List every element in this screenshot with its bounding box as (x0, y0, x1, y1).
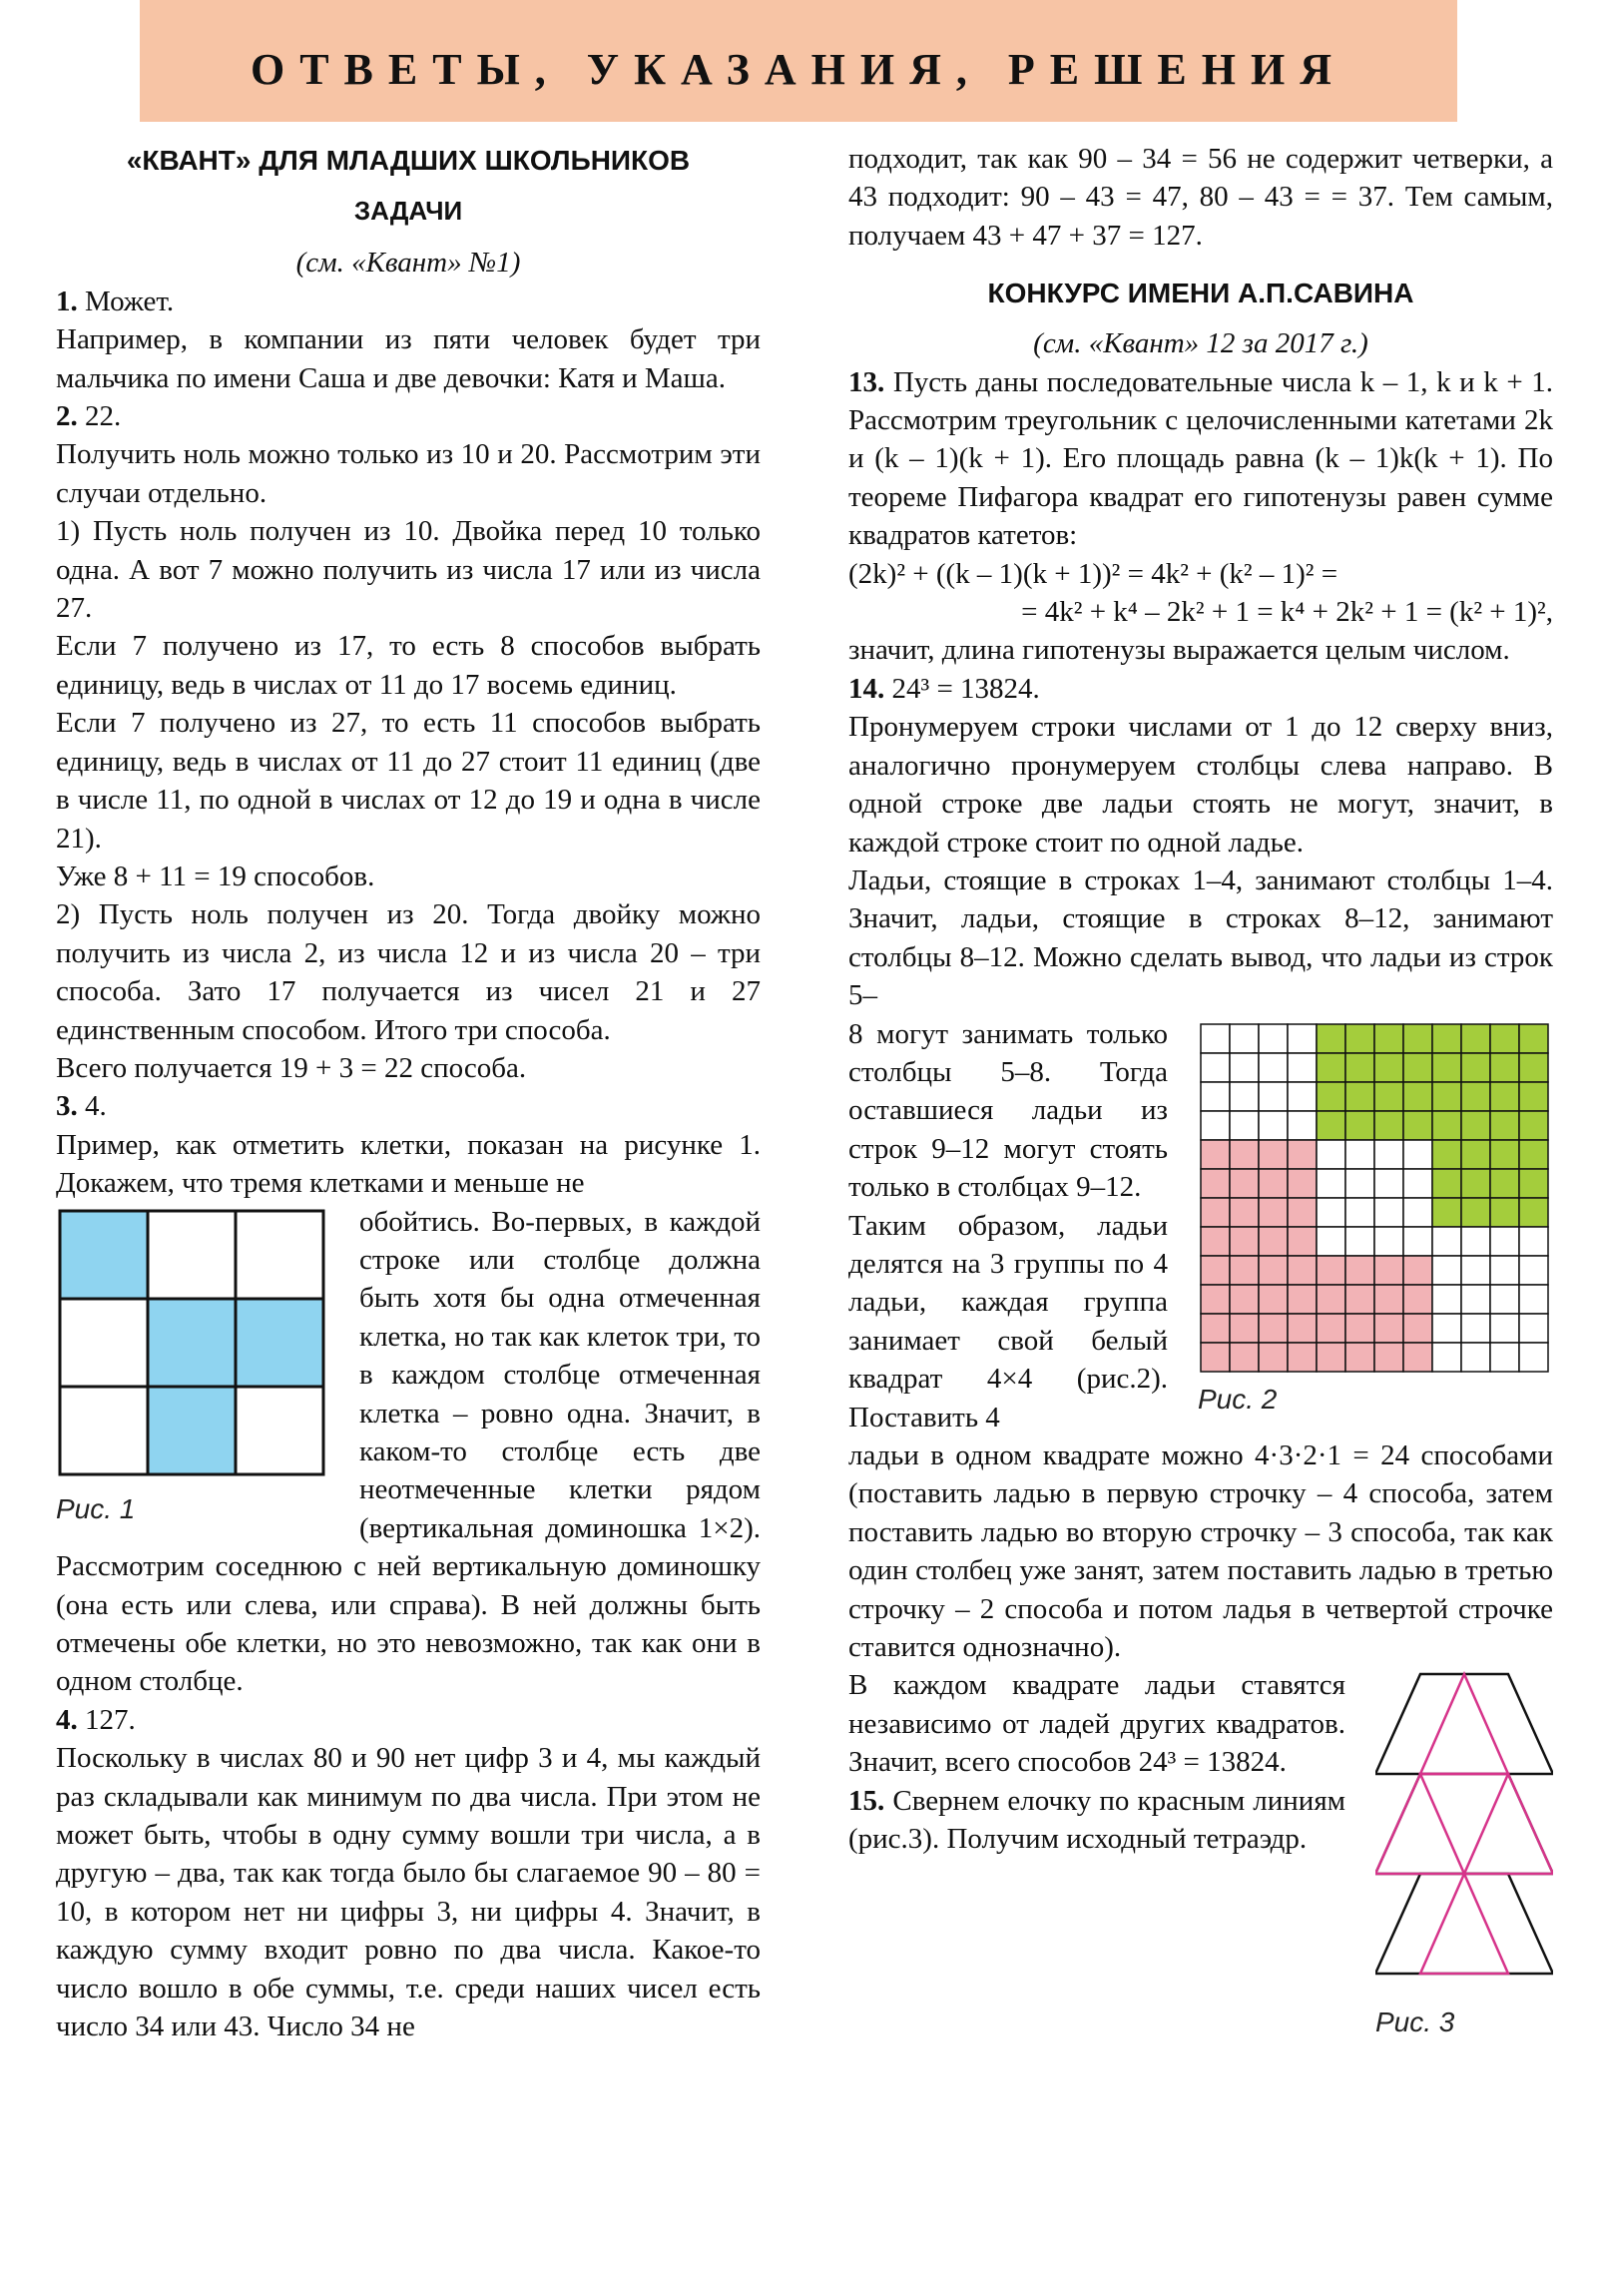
problem-1-text: Например, в компании из пяти человек будет три мальчика по имени Саша и две девочки: Катя и Маша. (56, 323, 761, 394)
problem-3-para: Пример, как отметить клетки, показан на рисунке 1. Докажем, что тремя клетками и меньше не (56, 1128, 761, 1200)
board-cell (1201, 1053, 1230, 1082)
problem-number: 3. (56, 1090, 78, 1123)
board-cell (1374, 1256, 1403, 1285)
board-cell (1317, 1053, 1345, 1082)
board-cell (1374, 1343, 1403, 1372)
figure-1-caption: Рис. 1 (56, 1492, 136, 1524)
board-cell (1461, 1227, 1490, 1256)
board-cell (1519, 1314, 1548, 1343)
board-cell (1201, 1140, 1230, 1169)
board-cell (1432, 1111, 1461, 1140)
board-cell (1374, 1198, 1403, 1227)
board-cell (1432, 1314, 1461, 1343)
board-cell (1461, 1169, 1490, 1198)
board-cell (1259, 1256, 1288, 1285)
board-cell (1259, 1140, 1288, 1169)
equation-line-1: (2k)² + ((k – 1)(k + 1))² = 4k² + (k² – 1)² = (848, 557, 1338, 590)
grid-cell (236, 1211, 323, 1299)
board-cell (1374, 1169, 1403, 1198)
board-cell (1490, 1285, 1519, 1314)
figure-2-board (1198, 1021, 1553, 1377)
problem-number: 15. (848, 1784, 885, 1817)
problem-2-para: Получить ноль можно только из 10 и 20. Рассмотрим эти случаи отдельно. (56, 438, 761, 509)
problem-13-end: значит, длина гипотенузы выражается целым числом. (848, 634, 1510, 667)
board-cell (1403, 1024, 1432, 1053)
board-cell (1374, 1024, 1403, 1053)
problem-14-para: Ладьи, стоящие в строках 1–4, занимают столбцы 1–4. Значит, ладьи, стоящие в строках 8–12, занимают столбцы 8–12. Можно сделать вывод, что ладьи из строк 5– (848, 863, 1553, 1012)
problem-14-para: Таким образом, ладьи делятся на 3 группы по 4 ладьи, каждая группа занимает свой белый квадрат 4×4 (рис.2). Поставить 4 (848, 1209, 1168, 1434)
section-title-junior: «КВАНТ» ДЛЯ МЛАДШИХ ШКОЛЬНИКОВ (126, 145, 691, 176)
board-cell (1432, 1227, 1461, 1256)
board-cell (1317, 1140, 1345, 1169)
board-cell (1288, 1082, 1317, 1111)
board-cell (1490, 1082, 1519, 1111)
board-cell (1519, 1198, 1548, 1227)
board-cell (1403, 1140, 1432, 1169)
board-cell (1519, 1024, 1548, 1053)
board-cell (1230, 1285, 1259, 1314)
section-title-savin: КОНКУРС ИМЕНИ А.П.САВИНА (987, 278, 1414, 309)
problem-number: 14. (848, 672, 885, 705)
board-cell (1345, 1140, 1374, 1169)
figure-2 (1198, 1021, 1553, 1419)
board-cell (1432, 1169, 1461, 1198)
board-cell (1201, 1285, 1230, 1314)
reference-note: (см. «Квант» 12 за 2017 г.) (1033, 327, 1368, 360)
board-cell (1288, 1285, 1317, 1314)
board-cell (1345, 1111, 1374, 1140)
board-cell (1201, 1169, 1230, 1198)
board-cell (1403, 1198, 1432, 1227)
board-cell (1374, 1053, 1403, 1082)
board-cell (1259, 1169, 1288, 1198)
grid-cell (148, 1299, 236, 1387)
board-cell (1374, 1111, 1403, 1140)
board-cell (1317, 1343, 1345, 1372)
problem-14-para: 8 могут занимать только столбцы 5–8. Тогда оставшиеся ладьи из строк 9–12 могут стоять только в столбцах 9–12. (848, 1017, 1168, 1204)
figure-3-tree (1375, 1670, 1553, 2000)
problem-text: Свернем елочку по красным линиям (рис.3). Получим исходный тетраэдр. (848, 1784, 1346, 1856)
problem-2-para: Уже 8 + 11 = 19 способов. (56, 860, 375, 892)
board-cell (1259, 1227, 1288, 1256)
grid-cell (60, 1299, 148, 1387)
board-cell (1201, 1082, 1230, 1111)
board-cell (1230, 1024, 1259, 1053)
board-cell (1288, 1256, 1317, 1285)
problem-4-answer (56, 1701, 761, 1739)
board-cell (1374, 1314, 1403, 1343)
problem-1-answer (56, 283, 761, 320)
board-cell (1259, 1285, 1288, 1314)
figure-1-grid (56, 1207, 325, 1486)
board-cell (1230, 1053, 1259, 1082)
board-cell (1259, 1343, 1288, 1372)
board-cell (1461, 1285, 1490, 1314)
board-cell (1403, 1111, 1432, 1140)
board-cell (1432, 1256, 1461, 1285)
problem-14-answer (848, 670, 1553, 708)
problem-2-para: Всего получается 19 + 3 = 22 способа. (56, 1051, 527, 1084)
problem-2-para: 1) Пусть ноль получен из 10. Двойка перед 10 только одна. А вот 7 можно получить из числа 17 или из числа 27. (56, 515, 761, 625)
board-cell (1519, 1140, 1548, 1169)
board-cell (1461, 1140, 1490, 1169)
board-cell (1432, 1343, 1461, 1372)
figure-3 (1375, 1670, 1553, 2041)
board-cell (1317, 1024, 1345, 1053)
board-cell (1490, 1024, 1519, 1053)
board-cell (1432, 1198, 1461, 1227)
header-banner (140, 0, 1457, 122)
board-cell (1288, 1111, 1317, 1140)
board-cell (1345, 1256, 1374, 1285)
board-cell (1461, 1314, 1490, 1343)
board-cell (1490, 1053, 1519, 1082)
problem-4-text: Поскольку в числах 80 и 90 нет цифр 3 и 4, мы каждый раз складывали как минимум по два числа. При этом не может быть, чтобы в одну сумму вошли три числа, а в другую – два, так как тогда было бы слагаемое 90 – 80 = 10, в котором нет ни цифры 3, ни цифры 4. Значит, в каждую сумму входит ровно по два числа. Какое-то число вошло в обе суммы, т.е. среди наших чисел есть число 34 или 43. Число 34 не (56, 1742, 761, 2043)
grid-cell (148, 1211, 236, 1299)
problem-3-para: обойтись. Во-первых, в каждой строке или столбце должна быть хотя бы одна отмеченная клетка, но так как клеток три, то в каждом столбце отмеченная клетка – ровно одна. Значит, в каком-то столбце есть две неотмеченные клетки рядом (вертикальная доминошка 1×2). Рассмотрим соседнюю с ней вертикальную доминошку (она есть или слева, или справа). В ней должны быть отмечены обе клетки, но это невозможно, так как они в одном столбце. (56, 1205, 761, 1698)
board-cell (1345, 1227, 1374, 1256)
equation-line-2: = 4k² + k⁴ – 2k² + 1 = k⁴ + 2k² + 1 = (k² + 1)², (1021, 596, 1553, 629)
board-cell (1288, 1198, 1317, 1227)
tree-tier (1375, 1674, 1553, 1774)
board-cell (1490, 1198, 1519, 1227)
board-cell (1201, 1256, 1230, 1285)
figure-3-caption: Рис. 3 (1375, 2007, 1455, 2038)
board-cell (1288, 1343, 1317, 1372)
board-cell (1519, 1256, 1548, 1285)
answer-text: 24³ = 13824. (891, 672, 1040, 705)
board-cell (1432, 1140, 1461, 1169)
answer-text: Может. (85, 285, 175, 317)
board-cell (1201, 1314, 1230, 1343)
board-cell (1461, 1198, 1490, 1227)
board-cell (1461, 1343, 1490, 1372)
board-cell (1519, 1343, 1548, 1372)
board-cell (1519, 1285, 1548, 1314)
answer-text: 127. (85, 1703, 136, 1736)
board-cell (1317, 1198, 1345, 1227)
board-cell (1519, 1053, 1548, 1082)
board-cell (1288, 1024, 1317, 1053)
board-cell (1403, 1082, 1432, 1111)
board-cell (1432, 1082, 1461, 1111)
problem-number: 2. (56, 400, 78, 433)
problem-number: 4. (56, 1703, 78, 1736)
board-cell (1345, 1169, 1374, 1198)
board-cell (1317, 1314, 1345, 1343)
board-cell (1230, 1314, 1259, 1343)
board-cell (1374, 1140, 1403, 1169)
board-cell (1230, 1082, 1259, 1111)
board-cell (1288, 1053, 1317, 1082)
board-cell (1288, 1140, 1317, 1169)
problem-text: Пусть даны последовательные числа k – 1, k и k + 1. Рассмотрим треугольник с целочисленными катетами 2k и (k – 1)(k + 1). Его площадь равна (k – 1)k(k + 1). По теореме Пифагора квадрат его гипотенузы равен сумме квадратов катетов: (848, 365, 1554, 552)
board-cell (1288, 1314, 1317, 1343)
board-cell (1374, 1285, 1403, 1314)
board-cell (1461, 1024, 1490, 1053)
board-cell (1201, 1198, 1230, 1227)
board-cell (1403, 1314, 1432, 1343)
problem-2-para: Если 7 получено из 27, то есть 11 способов выбрать единицу, ведь в числах от 11 до 27 стоит 11 единиц (две в числе 11, по одной в числах от 12 до 19 и одна в числе 21). (56, 707, 761, 855)
board-cell (1345, 1053, 1374, 1082)
board-cell (1519, 1169, 1548, 1198)
tree-tier (1375, 1874, 1553, 1974)
board-cell (1490, 1227, 1519, 1256)
board-cell (1288, 1169, 1317, 1198)
figure-1 (56, 1207, 325, 1528)
board-cell (1374, 1227, 1403, 1256)
board-cell (1345, 1082, 1374, 1111)
board-cell (1490, 1169, 1519, 1198)
problem-number: 13. (848, 365, 885, 398)
problem-14-para: Пронумеруем строки числами от 1 до 12 сверху вниз, аналогично пронумеруем столбцы слева направо. В одной строке две ладьи стоять не могут, значит, в каждой строке стоит по одной ладье. (848, 711, 1553, 859)
board-cell (1403, 1227, 1432, 1256)
problem-number: 1. (56, 285, 78, 317)
board-cell (1317, 1082, 1345, 1111)
grid-cell (60, 1387, 148, 1474)
board-cell (1230, 1111, 1259, 1140)
board-cell (1230, 1198, 1259, 1227)
board-cell (1490, 1343, 1519, 1372)
board-cell (1461, 1082, 1490, 1111)
board-cell (1403, 1343, 1432, 1372)
problem-2-para: 2) Пусть ноль получен из 20. Тогда двойку можно получить из числа 2, из числа 12 и из числа 20 – три способа. Зато 17 получается из чисел 21 и 27 единственным способом. Итого три способа. (56, 898, 761, 1046)
problem-4-continuation: подходит, так как 90 – 34 = 56 не содержит четверки, а 43 подходит: 90 – 43 = 47, 80 – 43 = = 37. Тем самым, получаем 43 + 47 + 37 = 127. (848, 143, 1553, 252)
figure-2-caption: Рис. 2 (1198, 1383, 1278, 1415)
board-cell (1490, 1140, 1519, 1169)
board-cell (1288, 1227, 1317, 1256)
answer-text: 22. (85, 400, 122, 433)
board-cell (1519, 1082, 1548, 1111)
grid-cell (236, 1387, 323, 1474)
board-cell (1345, 1314, 1374, 1343)
board-cell (1432, 1285, 1461, 1314)
problem-13-text (848, 363, 1553, 555)
board-cell (1461, 1053, 1490, 1082)
board-cell (1230, 1140, 1259, 1169)
grid-cell (60, 1211, 148, 1299)
board-cell (1259, 1314, 1288, 1343)
reference-note: (см. «Квант» №1) (295, 247, 521, 280)
board-cell (1317, 1227, 1345, 1256)
problem-2-para: Если 7 получено из 17, то есть 8 способов выбрать единицу, ведь в числах от 11 до 17 восемь единиц. (56, 630, 761, 701)
board-cell (1259, 1198, 1288, 1227)
grid-cell (236, 1299, 323, 1387)
board-cell (1345, 1285, 1374, 1314)
board-cell (1201, 1024, 1230, 1053)
board-cell (1403, 1256, 1432, 1285)
board-cell (1461, 1256, 1490, 1285)
board-cell (1230, 1343, 1259, 1372)
board-cell (1259, 1053, 1288, 1082)
board-cell (1259, 1082, 1288, 1111)
board-cell (1519, 1227, 1548, 1256)
problem-14-para: В каждом квадрате ладьи ставятся независимо от ладей других квадратов. Значит, всего способов 24³ = 13824. (848, 1669, 1345, 1779)
board-cell (1317, 1256, 1345, 1285)
board-cell (1403, 1285, 1432, 1314)
board-cell (1345, 1024, 1374, 1053)
right-column (848, 140, 1553, 2048)
board-cell (1259, 1024, 1288, 1053)
board-cell (1519, 1111, 1548, 1140)
problem-14-para: ладьи в одном квадрате можно 4·3·2·1 = 24 способами (поставить ладью в первую строчку – 4 способа, затем поставить ладью во вторую строчку – 3 способа, так как один столбец уже занят, затем поставить ладью в третью строчку – 2 способа и потом ладья в четвертой строчке ставится однозначно). (848, 1439, 1553, 1664)
page-title: ОТВЕТЫ, УКАЗАНИЯ, РЕШЕНИЯ (250, 44, 1347, 94)
board-cell (1490, 1256, 1519, 1285)
problem-2-answer (56, 397, 761, 435)
subsection-title-problems: ЗАДАЧИ (353, 196, 463, 226)
board-cell (1230, 1169, 1259, 1198)
board-cell (1317, 1111, 1345, 1140)
problem-3-answer (56, 1087, 761, 1125)
answer-text: 4. (85, 1090, 107, 1123)
board-cell (1403, 1169, 1432, 1198)
board-cell (1317, 1169, 1345, 1198)
board-cell (1230, 1227, 1259, 1256)
tree-tier (1375, 1774, 1553, 1874)
board-cell (1490, 1111, 1519, 1140)
board-cell (1201, 1111, 1230, 1140)
board-cell (1230, 1256, 1259, 1285)
board-cell (1345, 1343, 1374, 1372)
board-cell (1201, 1227, 1230, 1256)
board-cell (1461, 1111, 1490, 1140)
board-cell (1201, 1343, 1230, 1372)
board-cell (1403, 1053, 1432, 1082)
board-cell (1490, 1314, 1519, 1343)
grid-cell (148, 1387, 236, 1474)
board-cell (1374, 1082, 1403, 1111)
board-cell (1345, 1198, 1374, 1227)
board-cell (1317, 1285, 1345, 1314)
left-column (56, 140, 761, 2046)
board-cell (1432, 1024, 1461, 1053)
board-cell (1259, 1111, 1288, 1140)
board-cell (1432, 1053, 1461, 1082)
